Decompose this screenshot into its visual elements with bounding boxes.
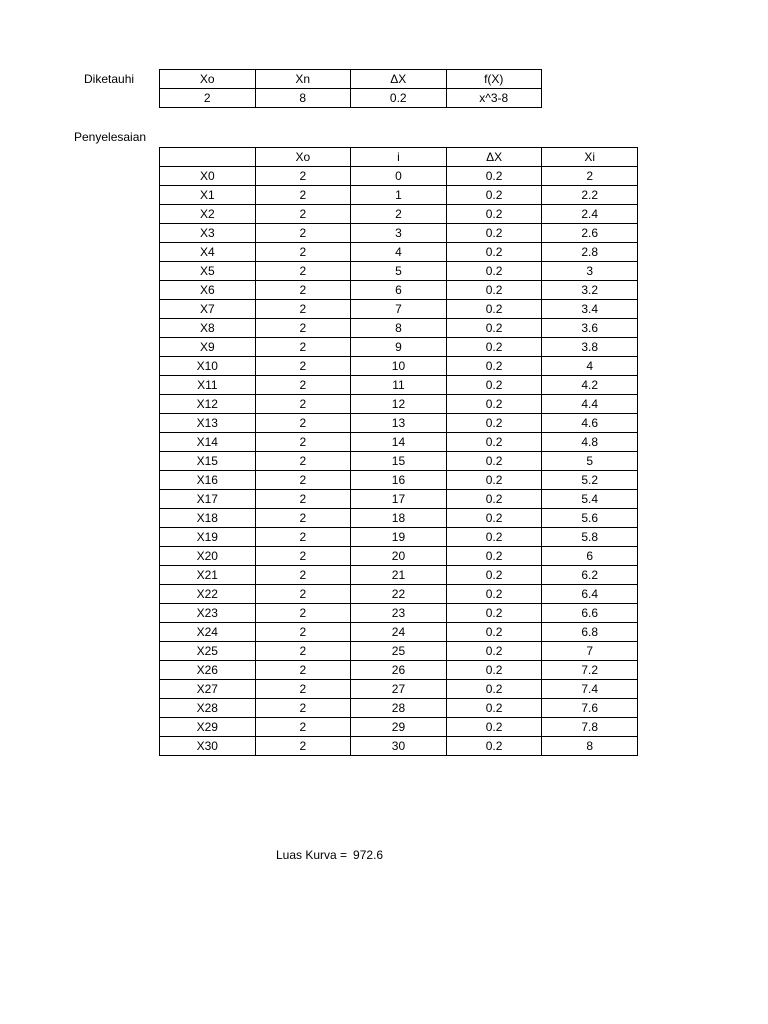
- table-cell: 2: [255, 471, 351, 490]
- table-cell: 4.8: [542, 433, 638, 452]
- solution-label: Penyelesaian: [74, 130, 147, 144]
- table-cell: X10: [160, 357, 256, 376]
- table-cell: 0.2: [446, 262, 542, 281]
- table-cell: X6: [160, 281, 256, 300]
- table-cell: 0.2: [446, 452, 542, 471]
- table-row: [160, 452, 638, 471]
- table-cell: 6: [542, 547, 638, 566]
- table-cell: 0.2: [446, 604, 542, 623]
- table-cell: 8: [542, 737, 638, 756]
- table-cell: X7: [160, 300, 256, 319]
- table-cell: 2: [255, 167, 351, 186]
- table-cell: 2: [255, 376, 351, 395]
- table-cell: 0.2: [446, 566, 542, 585]
- table-cell: 0.2: [446, 205, 542, 224]
- table-cell: 6.4: [542, 585, 638, 604]
- table-cell: 7: [351, 300, 447, 319]
- table-row: [160, 490, 638, 509]
- table-cell: 22: [351, 585, 447, 604]
- table-cell: 30: [351, 737, 447, 756]
- table-cell: 2: [255, 338, 351, 357]
- table-cell: X16: [160, 471, 256, 490]
- table-cell: 2: [542, 167, 638, 186]
- table-cell: 15: [351, 452, 447, 471]
- table-cell: 2: [255, 224, 351, 243]
- table-cell: 2: [255, 186, 351, 205]
- header-cell: i: [351, 148, 447, 167]
- table-header-row: [160, 148, 638, 167]
- table-cell: 2: [255, 433, 351, 452]
- table-cell: 10: [351, 357, 447, 376]
- header-cell: ΔX: [446, 148, 542, 167]
- table-cell: 2: [255, 243, 351, 262]
- table-cell: 6.6: [542, 604, 638, 623]
- table-cell: 2: [255, 490, 351, 509]
- table-cell: 0.2: [446, 243, 542, 262]
- table-cell: 0.2: [446, 338, 542, 357]
- table-cell: 4.2: [542, 376, 638, 395]
- table-cell: 2: [255, 585, 351, 604]
- table-row: [160, 585, 638, 604]
- table-cell: 5: [351, 262, 447, 281]
- table-cell: 3.4: [542, 300, 638, 319]
- table-cell: 2.2: [542, 186, 638, 205]
- table-cell: 17: [351, 490, 447, 509]
- table-cell: 0.2: [446, 699, 542, 718]
- table-cell: 2: [351, 205, 447, 224]
- table-cell: 0.2: [446, 490, 542, 509]
- table-cell: X5: [160, 262, 256, 281]
- table-row: [160, 376, 638, 395]
- table-row: [160, 395, 638, 414]
- table-cell: X19: [160, 528, 256, 547]
- table-cell: X2: [160, 205, 256, 224]
- table-cell: X27: [160, 680, 256, 699]
- table-cell: 4.6: [542, 414, 638, 433]
- table-row: [160, 718, 638, 737]
- table-cell: 6.8: [542, 623, 638, 642]
- table-row: [160, 243, 638, 262]
- table-cell: 16: [351, 471, 447, 490]
- table-cell: X25: [160, 642, 256, 661]
- table-cell: 2: [255, 547, 351, 566]
- table-cell: 0.2: [446, 642, 542, 661]
- table-cell: 2.8: [542, 243, 638, 262]
- table-cell: 2.4: [542, 205, 638, 224]
- table-cell: X21: [160, 566, 256, 585]
- table-cell: X17: [160, 490, 256, 509]
- table-cell: 29: [351, 718, 447, 737]
- table-cell: X4: [160, 243, 256, 262]
- table-cell: 25: [351, 642, 447, 661]
- table-cell: 0.2: [446, 585, 542, 604]
- table-cell: 18: [351, 509, 447, 528]
- table-cell: 8: [351, 319, 447, 338]
- table-cell: X23: [160, 604, 256, 623]
- table-cell: 0.2: [446, 680, 542, 699]
- table-cell: X22: [160, 585, 256, 604]
- value-cell: 0.2: [351, 89, 447, 108]
- table-cell: X13: [160, 414, 256, 433]
- table-row: [160, 357, 638, 376]
- table-cell: 4: [542, 357, 638, 376]
- table-row: [160, 547, 638, 566]
- header-cell: ΔX: [351, 70, 447, 89]
- table-cell: 2: [255, 452, 351, 471]
- table-row: [160, 281, 638, 300]
- table-cell: 5.4: [542, 490, 638, 509]
- area-result-value: 972.6: [353, 848, 384, 862]
- table-cell: 2: [255, 623, 351, 642]
- table-cell: 5.6: [542, 509, 638, 528]
- table-row: [160, 186, 638, 205]
- table-cell: 2: [255, 319, 351, 338]
- table-cell: 4: [351, 243, 447, 262]
- table-cell: 0.2: [446, 186, 542, 205]
- table-cell: 2.6: [542, 224, 638, 243]
- table-cell: 0: [351, 167, 447, 186]
- value-cell: x^3-8: [446, 89, 542, 108]
- area-result-label: Luas Kurva =: [276, 848, 348, 862]
- table-cell: X8: [160, 319, 256, 338]
- table-cell: 5.2: [542, 471, 638, 490]
- table-cell: 4.4: [542, 395, 638, 414]
- table-cell: 0.2: [446, 718, 542, 737]
- table-cell: 7.2: [542, 661, 638, 680]
- table-row: [160, 433, 638, 452]
- table-cell: 0.2: [446, 376, 542, 395]
- table-cell: 28: [351, 699, 447, 718]
- table-cell: X24: [160, 623, 256, 642]
- table-row: [160, 224, 638, 243]
- table-cell: X15: [160, 452, 256, 471]
- table-cell: 0.2: [446, 547, 542, 566]
- table-cell: X12: [160, 395, 256, 414]
- table-cell: 0.2: [446, 414, 542, 433]
- table-cell: 24: [351, 623, 447, 642]
- table-cell: 2: [255, 604, 351, 623]
- table-row: [160, 319, 638, 338]
- table-row: [160, 699, 638, 718]
- table-cell: 13: [351, 414, 447, 433]
- table-header-row: [160, 70, 542, 89]
- table-cell: 0.2: [446, 395, 542, 414]
- table-cell: 2: [255, 300, 351, 319]
- table-cell: 27: [351, 680, 447, 699]
- table-cell: 2: [255, 566, 351, 585]
- table-cell: X18: [160, 509, 256, 528]
- table-cell: X3: [160, 224, 256, 243]
- table-cell: 14: [351, 433, 447, 452]
- table-row: [160, 566, 638, 585]
- table-cell: 2: [255, 528, 351, 547]
- table-cell: 0.2: [446, 471, 542, 490]
- table-cell: 2: [255, 395, 351, 414]
- table-row: [160, 528, 638, 547]
- table-cell: 2: [255, 661, 351, 680]
- table-cell: 2: [255, 680, 351, 699]
- table-cell: X30: [160, 737, 256, 756]
- header-cell: Xo: [160, 70, 256, 89]
- table-cell: 0.2: [446, 509, 542, 528]
- table-cell: 0.2: [446, 433, 542, 452]
- table-cell: 7: [542, 642, 638, 661]
- table-cell: 0.2: [446, 357, 542, 376]
- table-cell: 12: [351, 395, 447, 414]
- table-cell: 21: [351, 566, 447, 585]
- table-row: [160, 604, 638, 623]
- table-cell: 0.2: [446, 623, 542, 642]
- table-cell: X29: [160, 718, 256, 737]
- table-cell: 0.2: [446, 281, 542, 300]
- table-cell: 5: [542, 452, 638, 471]
- table-cell: 26: [351, 661, 447, 680]
- table-cell: 2: [255, 718, 351, 737]
- table-row: [160, 642, 638, 661]
- known-values-table: [159, 69, 542, 108]
- value-cell: 8: [255, 89, 351, 108]
- table-cell: 7.8: [542, 718, 638, 737]
- header-cell: Xn: [255, 70, 351, 89]
- table-row: [160, 89, 542, 108]
- header-cell: Xo: [255, 148, 351, 167]
- header-cell: Xi: [542, 148, 638, 167]
- table-row: [160, 414, 638, 433]
- table-cell: 6: [351, 281, 447, 300]
- table-row: [160, 680, 638, 699]
- table-row: [160, 338, 638, 357]
- table-row: [160, 300, 638, 319]
- table-cell: 2: [255, 357, 351, 376]
- header-cell: [160, 148, 256, 167]
- table-cell: 6.2: [542, 566, 638, 585]
- table-cell: 2: [255, 642, 351, 661]
- table-cell: 19: [351, 528, 447, 547]
- table-cell: 2: [255, 281, 351, 300]
- table-row: [160, 661, 638, 680]
- table-cell: X28: [160, 699, 256, 718]
- table-row: [160, 262, 638, 281]
- table-cell: 2: [255, 205, 351, 224]
- table-row: [160, 205, 638, 224]
- table-row: [160, 509, 638, 528]
- table-cell: 7.6: [542, 699, 638, 718]
- table-cell: 7.4: [542, 680, 638, 699]
- known-label: Diketauhi: [84, 72, 135, 86]
- table-cell: 0.2: [446, 167, 542, 186]
- solution-table: [159, 147, 638, 756]
- area-result: [276, 848, 383, 862]
- table-cell: X1: [160, 186, 256, 205]
- table-cell: X9: [160, 338, 256, 357]
- table-cell: 5.8: [542, 528, 638, 547]
- table-cell: 2: [255, 262, 351, 281]
- table-cell: 3.2: [542, 281, 638, 300]
- table-cell: X20: [160, 547, 256, 566]
- table-cell: 2: [255, 699, 351, 718]
- table-cell: 0.2: [446, 300, 542, 319]
- table-cell: 23: [351, 604, 447, 623]
- table-cell: 3.6: [542, 319, 638, 338]
- table-cell: 9: [351, 338, 447, 357]
- table-cell: 2: [255, 737, 351, 756]
- table-cell: 0.2: [446, 737, 542, 756]
- table-cell: 11: [351, 376, 447, 395]
- header-cell: f(X): [446, 70, 542, 89]
- table-row: [160, 471, 638, 490]
- table-cell: 2: [255, 509, 351, 528]
- table-cell: 1: [351, 186, 447, 205]
- table-cell: X0: [160, 167, 256, 186]
- table-cell: X26: [160, 661, 256, 680]
- table-cell: 0.2: [446, 224, 542, 243]
- table-cell: 3.8: [542, 338, 638, 357]
- table-row: [160, 737, 638, 756]
- table-cell: 0.2: [446, 661, 542, 680]
- table-cell: X11: [160, 376, 256, 395]
- table-cell: X14: [160, 433, 256, 452]
- table-cell: 3: [542, 262, 638, 281]
- table-row: [160, 623, 638, 642]
- table-cell: 3: [351, 224, 447, 243]
- value-cell: 2: [160, 89, 256, 108]
- table-row: [160, 167, 638, 186]
- table-cell: 0.2: [446, 528, 542, 547]
- table-cell: 2: [255, 414, 351, 433]
- table-cell: 20: [351, 547, 447, 566]
- table-cell: 0.2: [446, 319, 542, 338]
